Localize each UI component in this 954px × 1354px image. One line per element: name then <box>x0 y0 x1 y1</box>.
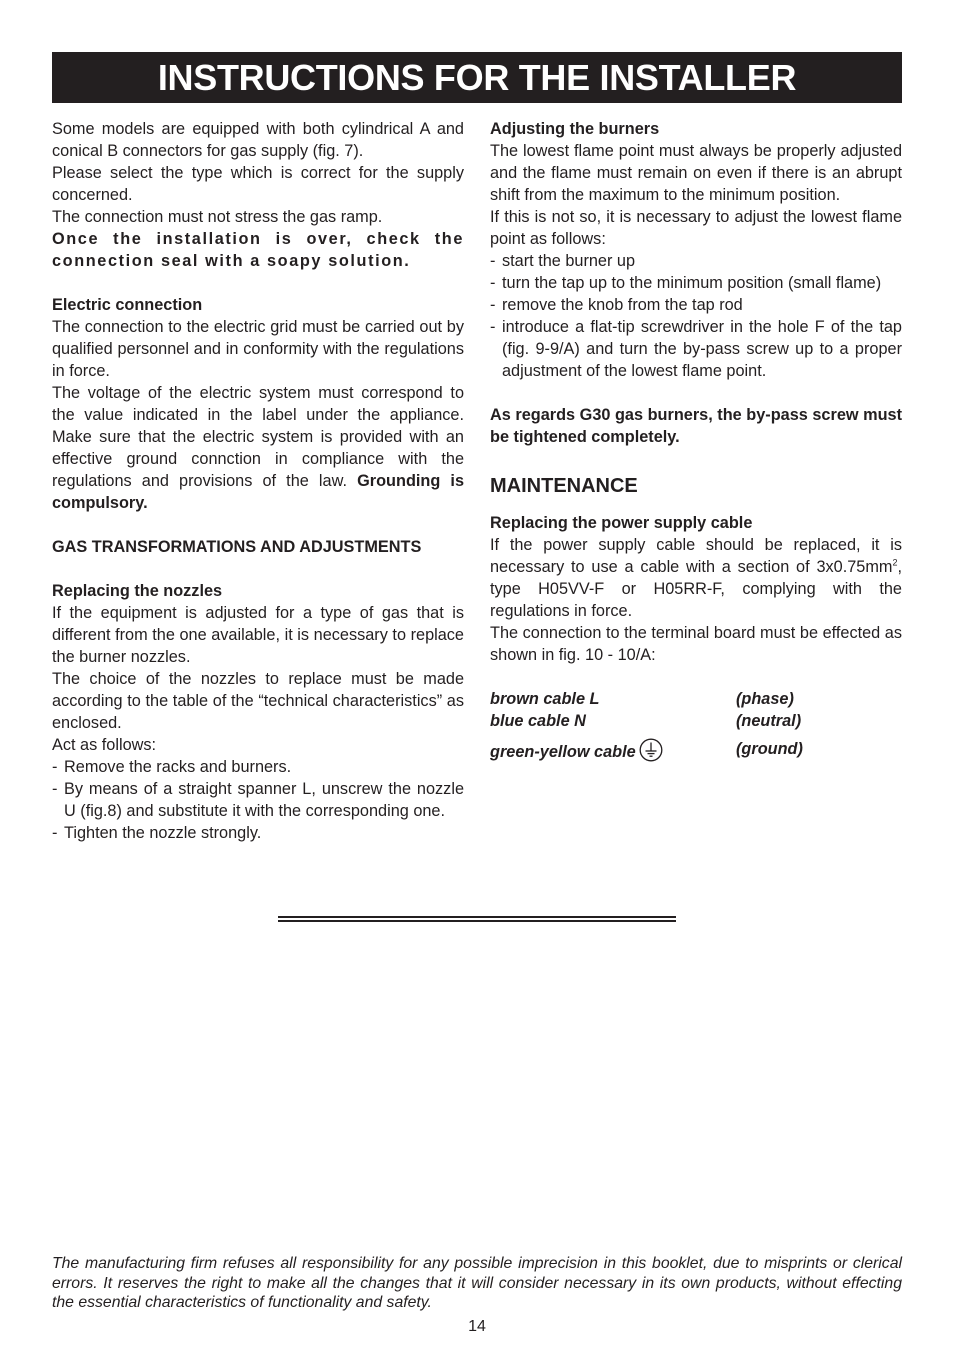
g30-notice: As regards G30 gas burners, the by-pass screw must be tightened completely. <box>490 406 902 446</box>
cable-paragraph-2: The connection to the terminal board must be effected as shown in fig. 10 - 10/A: <box>490 624 902 664</box>
cable-text: If the power supply cable should be replaced, it is necessary to use a cable with a section of 3x0.75mm <box>490 536 902 576</box>
page-title: INSTRUCTIONS FOR THE INSTALLER <box>52 52 902 103</box>
burners-paragraph: The lowest flame point must always be properly adjusted and the flame must remain on even if there is an abrupt shift from the maximum to the minimum position. <box>490 142 902 204</box>
list-item: - introduce a flat-tip screwdriver in the hole F of the tap (fig. 9-9/A) and turn the by-pass screw up to a proper adjustment of the lowest flame point. <box>490 318 902 380</box>
electric-text: The voltage of the electric system must correspond to the value indicated in the label under the appliance. Make sure that the electric system is provided with an effective ground connction in compliance with the regulations and provisions of the law. <box>52 384 464 490</box>
list-item-text: introduce a flat-tip screwdriver in the hole F of the tap (fig. 9-9/A) and turn the by-pass screw up to a proper adjustment of the lowest flame point. <box>502 318 902 380</box>
cable-label: green-yellow cable <box>490 743 636 761</box>
nozzles-paragraph: If the equipment is adjusted for a type of gas that is different from the one available, it is necessary to replace the burner nozzles. <box>52 604 464 666</box>
intro-paragraph: Please select the type which is correct for the supply concerned. <box>52 164 464 204</box>
burners-paragraph: If this is not so, it is necessary to adjust the lowest flame point as follows: <box>490 208 902 248</box>
burners-heading: Adjusting the burners <box>490 120 660 138</box>
maintenance-heading: MAINTENANCE <box>490 475 638 497</box>
cable-row <box>490 732 902 766</box>
section-divider <box>278 916 676 922</box>
cable-row <box>490 710 902 732</box>
grounding-note: Grounding is compulsory. <box>52 472 465 512</box>
list-item-text: turn the tap up to the minimum position (small flame) <box>502 274 882 292</box>
list-item: - Remove the racks and burners. <box>52 758 292 776</box>
list-item: - remove the knob from the tap rod <box>490 296 743 314</box>
nozzles-paragraph: The choice of the nozzles to replace must be made according to the table of the “technical characteristics” as enclosed. <box>52 670 464 732</box>
left-column <box>52 118 464 844</box>
intro-paragraph: Some models are equipped with both cylindrical A and conical B connectors for gas supply (fig. 7). <box>52 120 464 160</box>
cable-text-end: , type H05VV-F or H05RR-F, complying with the regulations in force. <box>490 558 902 620</box>
right-column <box>490 118 902 766</box>
disclaimer: The manufacturing firm refuses all responsibility for any possible imprecision in this booklet, due to misprints or clerical errors. It reserves the right to make all the changes that it will consider necessary in its own products, without effecting the essential characteristics of functionality and safety. <box>52 1255 902 1311</box>
cable-paragraph <box>490 534 902 622</box>
superscript: 2 <box>892 557 898 568</box>
gas-heading: GAS TRANSFORMATIONS AND ADJUSTMENTS <box>52 538 422 556</box>
list-item: - turn the tap up to the minimum position (small flame) <box>490 274 882 292</box>
electric-paragraph: The connection to the electric grid must be carried out by qualified personnel and in conformity with the regulations in force. <box>52 318 464 380</box>
list-item-text: remove the knob from the tap rod <box>502 296 743 314</box>
check-notice-text: Once the installation is over, check the connection seal with a soapy solution. <box>52 230 464 270</box>
cable-value: (ground) <box>736 740 803 758</box>
page-number: 14 <box>468 1318 486 1335</box>
intro-paragraph: The connection must not stress the gas ramp. <box>52 208 383 226</box>
list-item: - By means of a straight spanner L, unscrew the nozzle U (fig.8) and substitute it with the corresponding one. <box>52 780 464 820</box>
cable-value: (phase) <box>736 690 794 708</box>
ground-icon <box>639 738 663 768</box>
act-as-follows: Act as follows: <box>52 736 157 754</box>
electric-heading: Electric connection <box>52 296 203 314</box>
list-item-text: start the burner up <box>502 252 636 270</box>
cable-heading: Replacing the power supply cable <box>490 514 753 532</box>
cable-label: brown cable L <box>490 690 600 708</box>
list-item: - Tighten the nozzle strongly. <box>52 824 262 842</box>
cable-value: (neutral) <box>736 712 802 730</box>
list-item: - start the burner up <box>490 252 636 270</box>
check-notice <box>52 228 464 272</box>
list-item-text: By means of a straight spanner L, unscrew the nozzle U (fig.8) and substitute it with the corresponding one. <box>64 780 464 820</box>
nozzles-heading: Replacing the nozzles <box>52 582 223 600</box>
cable-label-group <box>490 738 663 768</box>
electric-paragraph-2 <box>52 382 464 514</box>
cable-label: blue cable N <box>490 712 586 730</box>
list-item-text: Tighten the nozzle strongly. <box>64 824 262 842</box>
list-item-text: Remove the racks and burners. <box>64 758 292 776</box>
cable-row <box>490 688 902 710</box>
